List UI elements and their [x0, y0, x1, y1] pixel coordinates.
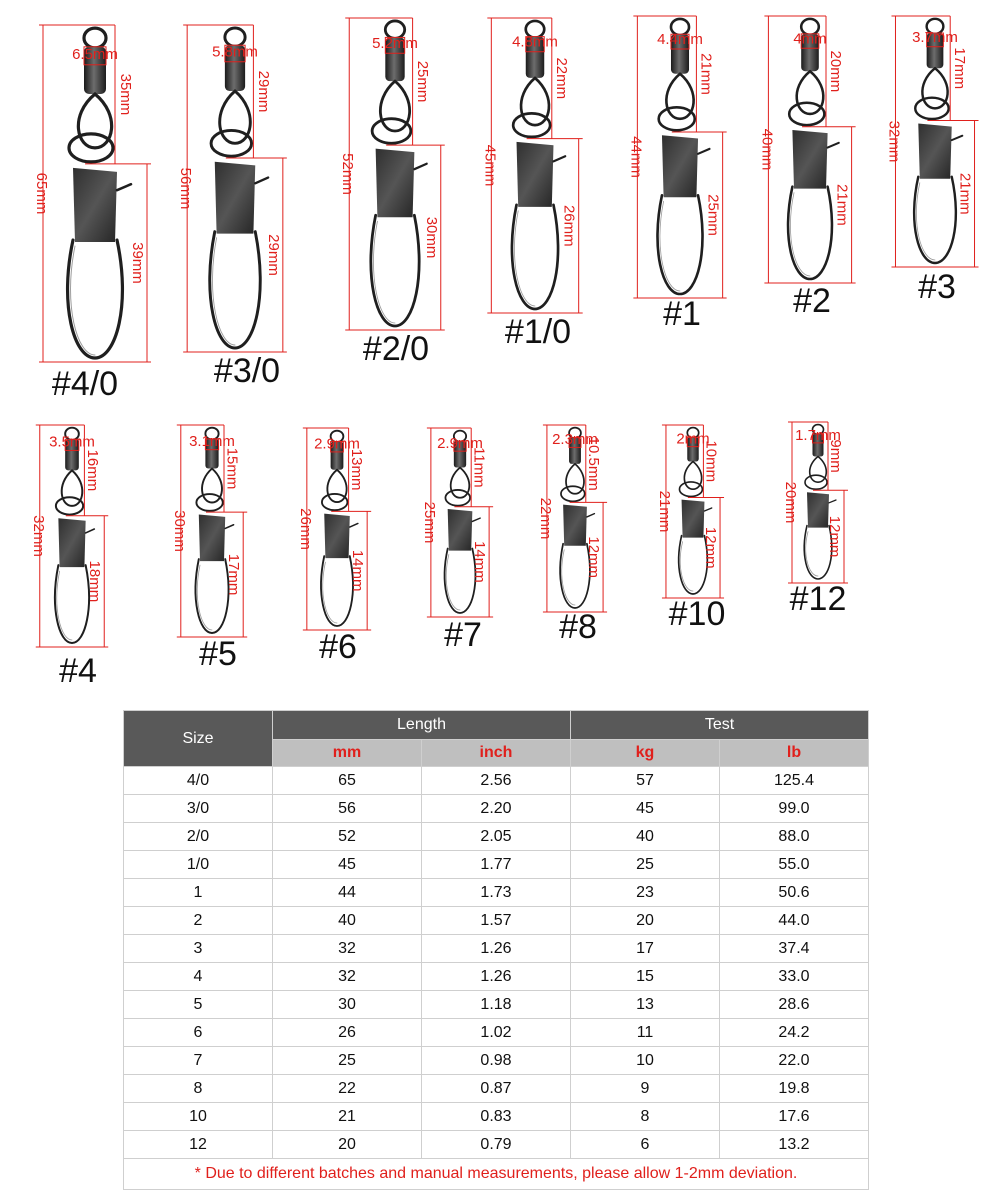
- snap-latch: [255, 178, 268, 184]
- snap-latch: [414, 164, 426, 169]
- cell-kg: 11: [571, 1019, 720, 1047]
- spec-table-body: [124, 767, 869, 1159]
- total-length-label: 52mm: [339, 153, 357, 195]
- diameter-label: 2mm: [676, 430, 710, 448]
- cell-mm: 30: [273, 991, 422, 1019]
- size-label: #10: [668, 595, 726, 633]
- snap-latch: [472, 518, 480, 521]
- cell-lb: 33.0: [720, 963, 869, 991]
- cell-mm: 44: [273, 879, 422, 907]
- diameter-label: 1.7mm: [795, 426, 841, 444]
- total-length-label: 32mm: [29, 515, 47, 557]
- cell-lb: 19.8: [720, 1075, 869, 1103]
- cell-inch: 1.77: [422, 851, 571, 879]
- swivel-item: [421, 428, 493, 654]
- table-row: [124, 963, 869, 991]
- swivel-item: [339, 18, 445, 368]
- cell-size: 3: [124, 935, 273, 963]
- diameter-label: 2.9mm: [437, 434, 483, 452]
- cell-mm: 32: [273, 963, 422, 991]
- diameter-label: 4.8mm: [512, 33, 558, 51]
- cell-size: 3/0: [124, 795, 273, 823]
- cell-kg: 9: [571, 1075, 720, 1103]
- lower-length-label: 12mm: [585, 536, 603, 579]
- cell-lb: 125.4: [720, 767, 869, 795]
- lower-length-label: 18mm: [86, 560, 104, 603]
- upper-length-label: 22mm: [552, 57, 570, 100]
- snap-loop: [68, 240, 123, 358]
- upper-length-label: 29mm: [254, 70, 272, 113]
- cell-size: 4: [124, 963, 273, 991]
- total-length-label: 25mm: [420, 501, 438, 544]
- lower-length-label: 30mm: [422, 216, 440, 259]
- snap-latch: [828, 143, 839, 148]
- cell-inch: 2.56: [422, 767, 571, 795]
- swivel-item: [537, 425, 607, 646]
- swivel-item: [297, 428, 371, 666]
- upper-length-label: 11mm: [470, 447, 488, 488]
- swivel-lower-eye: [810, 456, 827, 482]
- snap-loop: [371, 215, 419, 326]
- swivel-item: [33, 25, 151, 403]
- lower-length-label: 25mm: [704, 194, 722, 236]
- table-row: [124, 823, 869, 851]
- snap-loop: [788, 187, 832, 279]
- lower-length-label: 14mm: [349, 549, 367, 592]
- swivel-item: [885, 16, 978, 306]
- lower-length-label: 17mm: [225, 553, 243, 596]
- cell-kg: 57: [571, 767, 720, 795]
- cell-inch: 1.73: [422, 879, 571, 907]
- spec-table: [123, 710, 869, 1190]
- table-row: [124, 767, 869, 795]
- cell-lb: 37.4: [720, 935, 869, 963]
- cell-kg: 23: [571, 879, 720, 907]
- table-row: [124, 907, 869, 935]
- size-header: Size: [124, 711, 273, 767]
- cell-inch: 0.79: [422, 1131, 571, 1159]
- snap-plate: [376, 149, 415, 218]
- lower-length-label: 21mm: [833, 184, 851, 226]
- snap-loop: [445, 549, 476, 613]
- cell-mm: 21: [273, 1103, 422, 1131]
- snap-plate: [448, 509, 473, 551]
- size-label: #3: [918, 268, 956, 306]
- cell-size: 1: [124, 879, 273, 907]
- cell-size: 6: [124, 1019, 273, 1047]
- table-row: [124, 1103, 869, 1131]
- swivel-item: [627, 16, 726, 333]
- cell-lb: 17.6: [720, 1103, 869, 1131]
- size-label: #6: [319, 628, 357, 666]
- upper-length-label: 9mm: [827, 439, 844, 473]
- cell-mm: 26: [273, 1019, 422, 1047]
- snap-latch: [587, 514, 595, 517]
- size-label: #5: [199, 635, 237, 673]
- snap-plate: [682, 500, 705, 538]
- swivel-item: [481, 18, 582, 351]
- cell-size: 4/0: [124, 767, 273, 795]
- cell-size: 7: [124, 1047, 273, 1075]
- cell-mm: 56: [273, 795, 422, 823]
- swivel-item: [656, 425, 725, 633]
- cell-inch: 0.98: [422, 1047, 571, 1075]
- cell-inch: 1.02: [422, 1019, 571, 1047]
- total-length-label: 20mm: [782, 481, 799, 524]
- cell-lb: 24.2: [720, 1019, 869, 1047]
- snap-latch: [829, 500, 836, 503]
- cell-kg: 25: [571, 851, 720, 879]
- total-length-label: 22mm: [536, 497, 554, 540]
- swivel-item: [782, 422, 848, 618]
- snap-plate: [662, 135, 698, 197]
- cell-size: 8: [124, 1075, 273, 1103]
- swivel-item: [758, 16, 855, 320]
- diameter-label: 3.7mm: [912, 29, 958, 47]
- cell-size: 2: [124, 907, 273, 935]
- snap-plate: [215, 162, 255, 234]
- cell-kg: 13: [571, 991, 720, 1019]
- snap-loop: [914, 177, 956, 263]
- deviation-note: * Due to different batches and manual measurements, please allow 1-2mm deviation.: [124, 1159, 869, 1190]
- diameter-label: 6.5mm: [72, 45, 118, 63]
- cell-inch: 0.83: [422, 1103, 571, 1131]
- snap-plate: [918, 124, 951, 179]
- snap-latch: [704, 508, 711, 511]
- snap-plate: [324, 514, 350, 558]
- swivel-item: [30, 425, 108, 690]
- cell-inch: 0.87: [422, 1075, 571, 1103]
- inch-header: inch: [422, 740, 571, 767]
- cell-kg: 8: [571, 1103, 720, 1131]
- cell-mm: 65: [273, 767, 422, 795]
- test-header: Test: [571, 711, 869, 740]
- cell-kg: 10: [571, 1047, 720, 1075]
- cell-size: 1/0: [124, 851, 273, 879]
- cell-inch: 1.26: [422, 963, 571, 991]
- size-label: #1: [663, 295, 701, 333]
- snap-loop: [512, 205, 558, 309]
- diameter-label: 2.3mm: [552, 431, 598, 449]
- snap-loop: [657, 195, 702, 294]
- lb-header: lb: [720, 740, 869, 767]
- table-row: [124, 1047, 869, 1075]
- snap-plate: [199, 514, 225, 561]
- size-label: #3/0: [213, 352, 281, 390]
- table-row: [124, 1075, 869, 1103]
- cell-size: 5: [124, 991, 273, 1019]
- table-row: [124, 991, 869, 1019]
- kg-header: kg: [571, 740, 720, 767]
- lower-length-label: 21mm: [956, 172, 974, 215]
- table-row: [124, 1131, 869, 1159]
- size-label: #1/0: [504, 313, 572, 351]
- size-label: #4/0: [51, 365, 119, 403]
- total-length-label: 21mm: [655, 490, 673, 533]
- cell-inch: 2.20: [422, 795, 571, 823]
- diameter-label: 5.8mm: [212, 43, 258, 61]
- cell-kg: 17: [571, 935, 720, 963]
- table-row: [124, 851, 869, 879]
- snap-plate: [563, 505, 587, 546]
- lower-length-label: 12mm: [826, 515, 843, 558]
- cell-lb: 50.6: [720, 879, 869, 907]
- cell-lb: 88.0: [720, 823, 869, 851]
- total-length-label: 65mm: [33, 172, 50, 215]
- snap-loop: [55, 565, 89, 643]
- cell-inch: 1.57: [422, 907, 571, 935]
- snap-latch: [952, 136, 963, 140]
- size-label: #12: [789, 580, 847, 618]
- diameter-label: 3.5mm: [49, 433, 95, 451]
- cell-kg: 15: [571, 963, 720, 991]
- lower-length-label: 12mm: [702, 526, 720, 569]
- snap-loop: [196, 559, 229, 633]
- upper-length-label: 20mm: [826, 50, 844, 93]
- cell-kg: 45: [571, 795, 720, 823]
- table-row: [124, 795, 869, 823]
- table-row: [124, 935, 869, 963]
- cell-kg: 20: [571, 907, 720, 935]
- cell-mm: 25: [273, 1047, 422, 1075]
- length-header: Length: [273, 711, 571, 740]
- table-row: [124, 1019, 869, 1047]
- swivel-item: [171, 425, 247, 673]
- cell-lb: 13.2: [720, 1131, 869, 1159]
- snap-latch: [225, 525, 233, 529]
- mm-header: mm: [273, 740, 422, 767]
- cell-size: 12: [124, 1131, 273, 1159]
- cell-kg: 6: [571, 1131, 720, 1159]
- upper-length-label: 21mm: [697, 53, 715, 95]
- cell-inch: 1.26: [422, 935, 571, 963]
- cell-inch: 2.05: [422, 823, 571, 851]
- cell-kg: 40: [571, 823, 720, 851]
- total-length-label: 44mm: [627, 136, 645, 178]
- upper-length-label: 25mm: [413, 60, 431, 103]
- snap-plate: [73, 168, 117, 242]
- upper-length-label: 10.5mm: [585, 436, 603, 491]
- size-label: #2: [793, 282, 831, 320]
- diameter-label: 4.4mm: [657, 31, 703, 49]
- swivel-item: [177, 25, 287, 390]
- total-length-label: 40mm: [758, 128, 776, 171]
- cell-lb: 28.6: [720, 991, 869, 1019]
- lower-length-label: 26mm: [560, 204, 578, 247]
- total-length-label: 32mm: [885, 120, 903, 163]
- cell-lb: 44.0: [720, 907, 869, 935]
- total-length-label: 30mm: [170, 510, 188, 552]
- upper-length-label: 15mm: [223, 447, 241, 490]
- snap-loop: [321, 556, 353, 626]
- size-label: #2/0: [362, 330, 430, 368]
- cell-size: 10: [124, 1103, 273, 1131]
- upper-length-label: 16mm: [84, 449, 102, 492]
- snap-latch: [553, 156, 565, 161]
- snap-loop: [210, 232, 261, 348]
- snap-latch: [86, 529, 95, 533]
- size-label: #4: [59, 652, 97, 690]
- lower-length-label: 39mm: [129, 242, 146, 284]
- snap-latch: [698, 149, 709, 154]
- snap-latch: [117, 184, 131, 190]
- cell-mm: 20: [273, 1131, 422, 1159]
- upper-length-label: 10mm: [702, 440, 720, 483]
- cell-mm: 45: [273, 851, 422, 879]
- snap-latch: [350, 523, 358, 527]
- cell-lb: 99.0: [720, 795, 869, 823]
- table-row: [124, 879, 869, 907]
- cell-size: 2/0: [124, 823, 273, 851]
- diameter-label: 4mm: [793, 30, 827, 48]
- size-label: #7: [444, 616, 482, 654]
- total-length-label: 45mm: [481, 144, 499, 187]
- cell-lb: 55.0: [720, 851, 869, 879]
- lower-length-label: 14mm: [471, 541, 489, 583]
- snap-plate: [792, 130, 827, 189]
- snap-plate: [517, 142, 554, 207]
- lower-length-label: 29mm: [264, 234, 282, 276]
- cell-mm: 32: [273, 935, 422, 963]
- snap-plate: [807, 492, 829, 527]
- diameter-label: 5.2mm: [372, 34, 418, 52]
- upper-length-label: 17mm: [950, 47, 968, 90]
- upper-length-label: 13mm: [348, 448, 366, 491]
- diameter-label: 2.9mm: [314, 435, 360, 453]
- cell-mm: 52: [273, 823, 422, 851]
- snap-plate: [58, 518, 85, 567]
- total-length-label: 26mm: [296, 508, 314, 550]
- cell-lb: 22.0: [720, 1047, 869, 1075]
- total-length-label: 56mm: [177, 167, 195, 210]
- size-label: #8: [559, 608, 597, 646]
- diameter-label: 3.1mm: [189, 433, 235, 451]
- cell-mm: 22: [273, 1075, 422, 1103]
- cell-mm: 40: [273, 907, 422, 935]
- upper-length-label: 35mm: [117, 73, 134, 116]
- cell-inch: 1.18: [422, 991, 571, 1019]
